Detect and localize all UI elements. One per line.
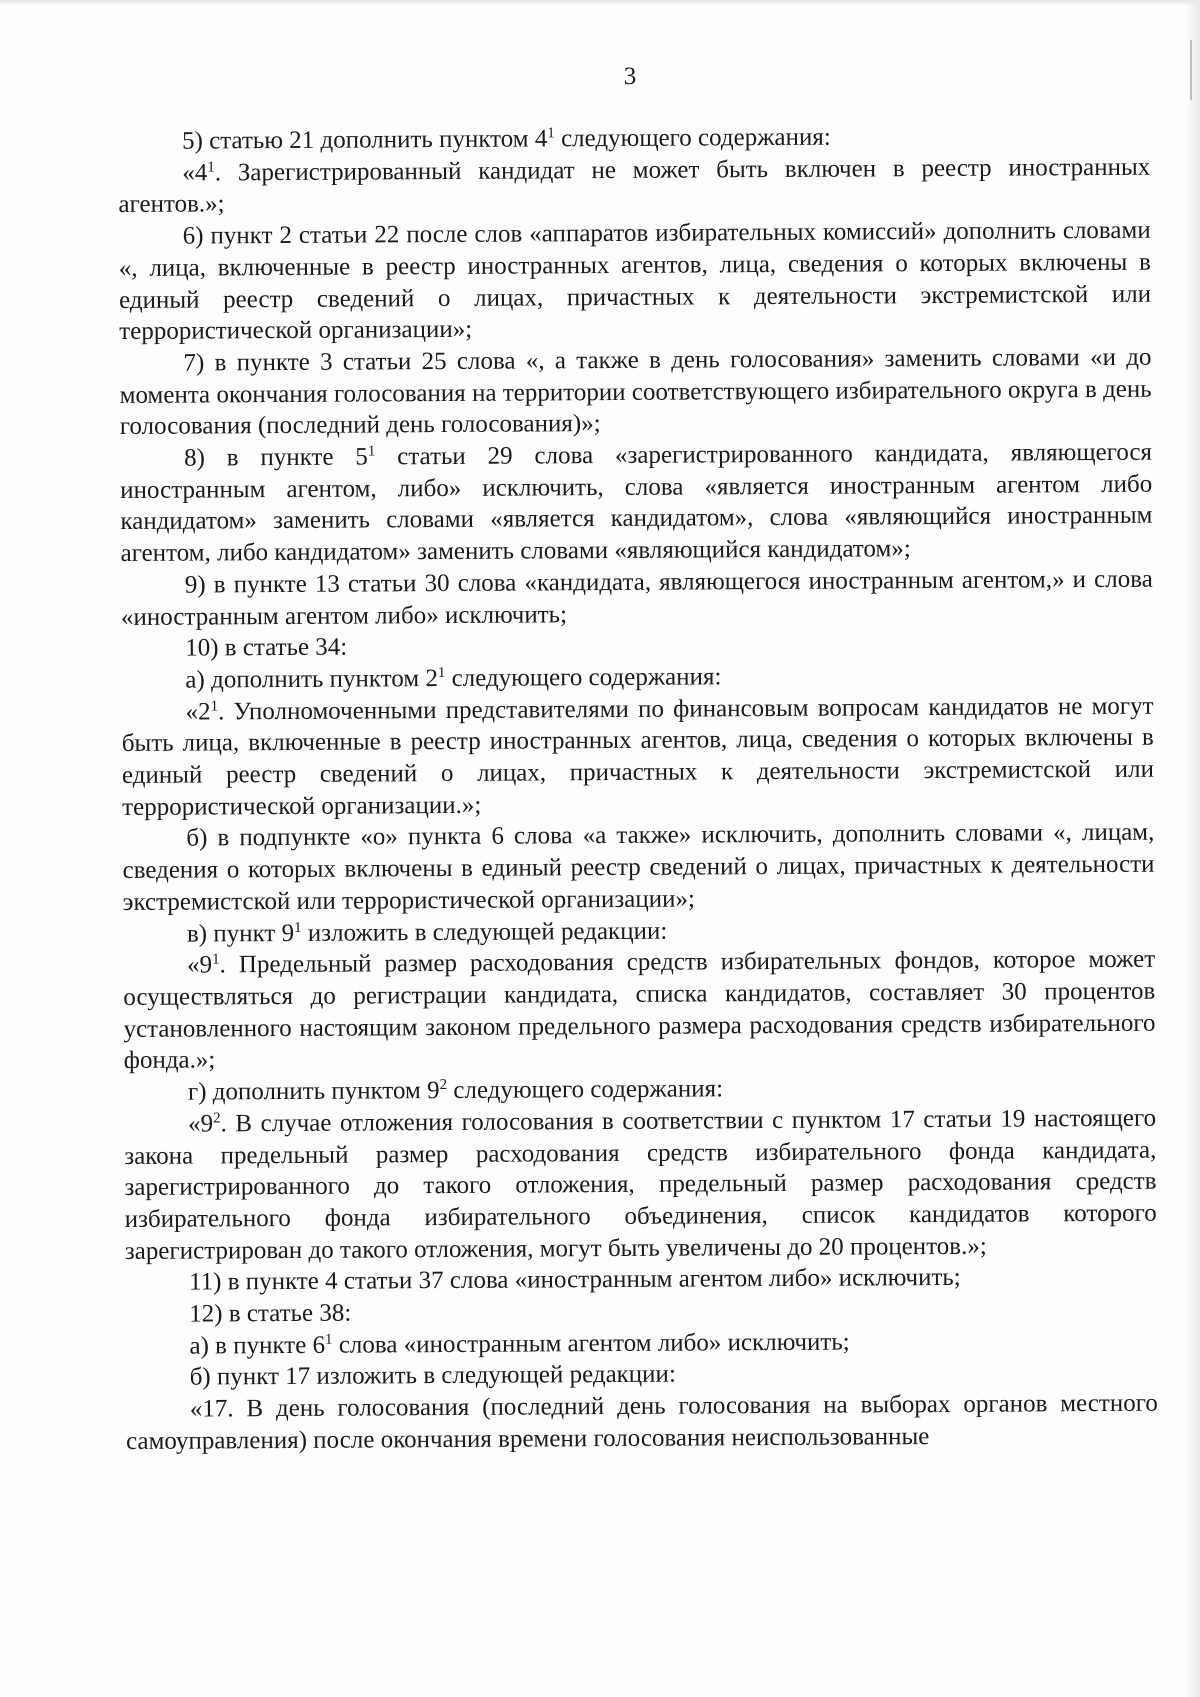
paragraph-4-1-text: «$4^1$. Зарегистрированный кандидат не может быть включен в реестр иностранных агентов.»; xyxy=(118,153,1151,219)
paragraph-17-text: «17. В день голосования (последний день голосования на выборах органов местного самоуправления) после окончания времени голосования неиспользованные xyxy=(125,1389,1158,1455)
paragraph-11: 11) в пункте 4 статьи 37 слова «иностранным агентом либо» исключить; xyxy=(188,1264,961,1296)
paragraph-10b: б) в подпункте «о» пункта 6 слова «а также» исключить, дополнить словами «, лицам, сведения о которых включены в единый реестр сведений о лицах, причастных к деятельности экстремистской или террористической организации»; xyxy=(122,819,1155,916)
paragraph-9-1-text: «$9^1$. Предельный размер расходования средств избирательных фондов, которое может осуществляться до регистрации кандидата, списка кандидатов, составляет 30 процентов установленного настоящим законом предельного размера расходования средств избирательного фонда.»; xyxy=(123,945,1156,1075)
paragraph-5: 5) статью 21 дополнить пунктом $4^1$ следующего содержания: xyxy=(182,123,831,155)
paragraph-10g: г) дополнить пунктом $9^2$ следующего содержания: xyxy=(187,1075,724,1106)
scan-shadow-right xyxy=(1186,0,1200,1697)
paragraph-2-1-text: «$2^1$. Уполномоченными представителями по финансовым вопросам кандидатов не могут быть лица, включенные в реестр иностранных агентов, лица, сведения о которых включены в единый реестр сведений о лицах, причастных к деятельности экстремистской или террористической организации.»; xyxy=(121,692,1155,821)
paragraph-10a: а) дополнить пунктом $2^1$ следующего содержания: xyxy=(185,663,722,694)
paragraph-9-2-text: «$9^2$. В случае отложения голосования в соответствии с пунктом 17 статьи 19 настоящего закона предельный размер расходования средств избирательного фонда кандидата, зарегистрированного до такого отложения, предельный размер расходования средств избирательного фонда избирательного объединения, список кандидатов которого зарегистрирован до такого отложения, могут быть увеличены до 20 процентов.»; xyxy=(124,1104,1157,1265)
paragraph-12a: а) в пункте $6^1$ слова «иностранным агентом либо» исключить; xyxy=(189,1328,850,1360)
paragraph-12b: б) пункт 17 изложить в следующей редакции: xyxy=(189,1361,676,1392)
paragraph-10: 10) в статье 34: xyxy=(185,633,348,662)
paragraph-10v: в) пункт $9^1$ изложить в следующей редакции: xyxy=(186,917,668,948)
paragraph-7: 7) в пункте 3 статьи 25 слова «, а также в день голосования» заменить словами «и до момента окончания голосования на территории соответствующего избирательного округа в день голосования (последний день голосования)»; xyxy=(119,343,1152,441)
scan-shadow-top xyxy=(0,0,1200,6)
paragraph-6: 6) пункт 2 статьи 22 после слов «аппаратов избирательных комиссий» дополнить словами «, лица, включенные в реестр иностранных агентов, лица, сведения о которых включены в единый реестр сведений о лицах, причастных к деятельности экстремистской или террористической организации»; xyxy=(118,216,1152,346)
document-body xyxy=(118,120,1158,1458)
paragraph-12: 12) в статье 38: xyxy=(189,1299,352,1328)
page-number: 3 xyxy=(623,63,637,90)
paragraph-8: 8) в пункте $5^1$ статьи 29 слова «зарегистрированного кандидата, являющегося иностранным агентом, либо» исключить, слова «является иностранным агентом либо кандидатом» заменить словами «является кандидатом», слова «являющийся иностранным агентом, либо кандидатом» заменить словами «являющийся кандидатом»; xyxy=(120,438,1153,568)
paragraph-9: 9) в пункте 13 статьи 30 слова «кандидата, являющегося иностранным агентом,» и слова «иностранным агентом либо» исключить; xyxy=(120,565,1153,631)
